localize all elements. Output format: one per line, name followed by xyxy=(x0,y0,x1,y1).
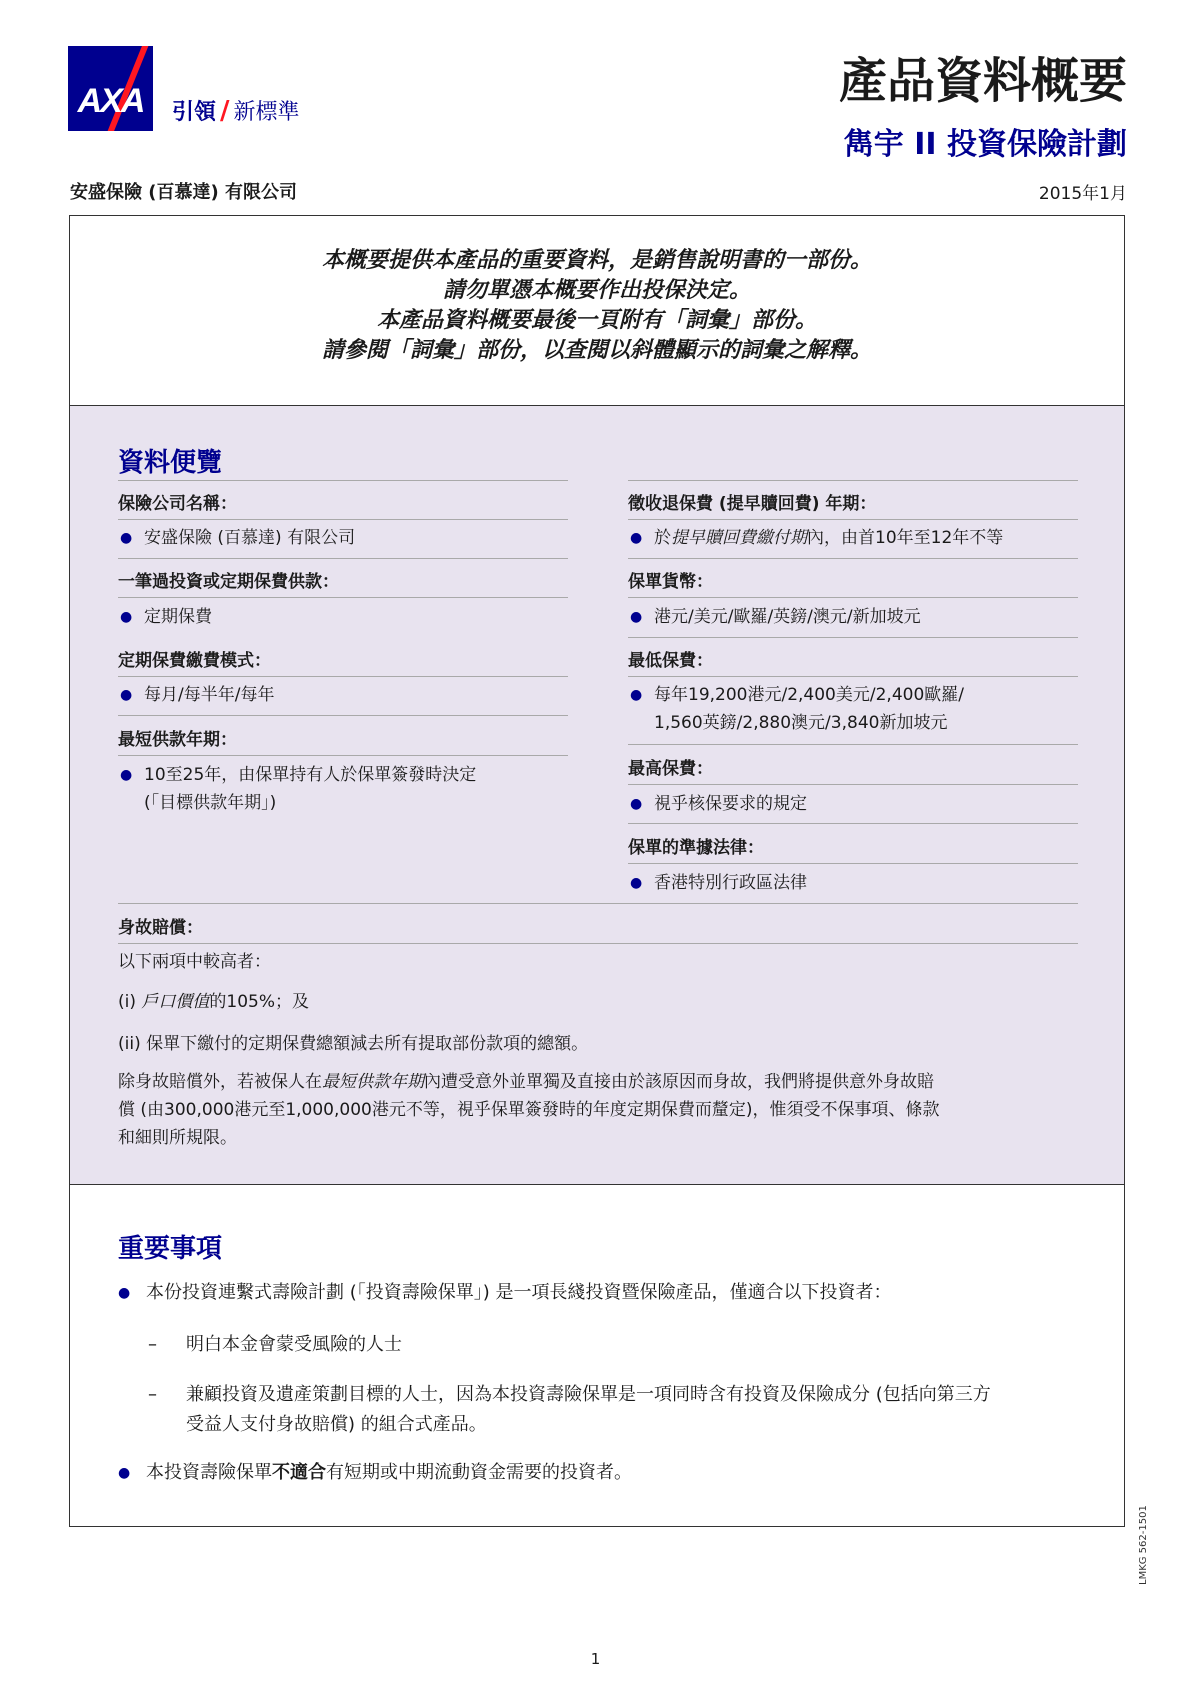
death-benefit-label: 身故賠償： xyxy=(118,918,203,938)
list-item: ● 定期保費 xyxy=(120,603,560,631)
important-title: 重要事項 xyxy=(118,1234,223,1264)
row-divider xyxy=(628,744,1078,745)
list-item: ● 安盛保險 (百慕達) 有限公司 xyxy=(120,524,560,552)
list-item: ● 於提早贖回費繳付期內，由首10年至12年不等 xyxy=(630,524,1080,552)
intro-line: 請參閱「詞彙」部份，以查閱以斜體顯示的詞彙之解釋。 xyxy=(321,338,872,363)
payment-mode-label: 定期保費繳費模式： xyxy=(118,651,271,671)
list-item: – 明白本金會蒙受風險的人士 xyxy=(148,1330,1098,1360)
axa-logo xyxy=(68,46,153,131)
row-divider xyxy=(118,903,1078,904)
bullet-icon: ● xyxy=(118,1285,131,1301)
tagline-part1: 引領 xyxy=(172,100,217,125)
intro-line: 本產品資料概要最後一頁附有「詞彙」部份。 xyxy=(376,308,817,333)
document-code: LMKG 562-1501 xyxy=(1138,1505,1149,1585)
list-item: ● 香港特別行政區法律 xyxy=(630,869,1080,897)
row-divider xyxy=(118,480,568,481)
insurer-label: 保險公司名稱： xyxy=(118,494,237,514)
page-title: 產品資料概要 xyxy=(838,53,1127,109)
product-name: 雋宇 II 投資保險計劃 xyxy=(843,127,1127,162)
company-name: 安盛保險 (百慕達) 有限公司 xyxy=(70,182,297,203)
list-item: ● 10至25年，由保單持有人於保單簽發時決定 (「目標供款年期」) xyxy=(120,761,560,817)
row-divider xyxy=(118,558,568,559)
row-divider xyxy=(628,784,1078,785)
list-item: – 兼顧投資及遺產策劃目標的人士，因為本投資壽險保單是一項同時含有投資及保險成分 (包括向第三方 受益人支付身故賠償) 的組合式產品。 xyxy=(148,1380,1098,1440)
row-divider xyxy=(118,519,568,520)
premium-type-label: 一筆過投資或定期保費供款： xyxy=(118,572,339,592)
bullet-icon: ● xyxy=(630,687,643,703)
row-divider xyxy=(118,755,568,756)
row-divider xyxy=(118,943,1078,944)
bullet-icon: ● xyxy=(630,875,643,891)
dash-marker: – xyxy=(148,1334,157,1355)
min-premium-label: 最低保費： xyxy=(628,651,713,671)
death-benefit-item: (i) 戶口價值的105%；及 xyxy=(118,992,310,1012)
tagline-part2: 新標準 xyxy=(233,100,300,125)
row-divider xyxy=(118,676,568,677)
bullet-icon: ● xyxy=(120,609,133,625)
row-divider xyxy=(628,558,1078,559)
currency-label: 保單貨幣： xyxy=(628,572,713,592)
tagline-slash-icon: / xyxy=(220,96,230,126)
list-item: ● 視乎核保要求的規定 xyxy=(630,790,1080,818)
bullet-icon: ● xyxy=(120,687,133,703)
list-item: ● 每年19,200港元/2,400美元/2,400歐羅/ 1,560英鎊/2,880澳元/3,840新加坡元 xyxy=(630,681,1080,737)
row-divider xyxy=(118,715,568,716)
intro-line: 本概要提供本產品的重要資料，是銷售說明書的一部份。 xyxy=(321,248,872,273)
bullet-icon: ● xyxy=(630,796,643,812)
row-divider xyxy=(628,863,1078,864)
row-divider xyxy=(628,637,1078,638)
list-item: ● 每月/每半年/每年 xyxy=(120,681,560,709)
row-divider xyxy=(628,519,1078,520)
min-term-label: 最短供款年期： xyxy=(118,730,237,750)
bullet-icon: ● xyxy=(630,530,643,546)
tagline xyxy=(172,95,300,126)
row-divider xyxy=(628,597,1078,598)
intro-notice xyxy=(70,246,1124,366)
bullet-icon: ● xyxy=(118,1465,131,1481)
max-premium-label: 最高保費： xyxy=(628,759,713,779)
row-divider xyxy=(628,480,1078,481)
row-divider xyxy=(628,676,1078,677)
list-item: ● 本份投資連繫式壽險計劃 (「投資壽險保單」) 是一項長綫投資暨保險產品，僅適合以下投資者： xyxy=(118,1278,1098,1308)
quick-facts-title: 資料便覽 xyxy=(118,448,223,478)
list-item: ● 本投資壽險保單不適合有短期或中期流動資金需要的投資者。 xyxy=(118,1458,1098,1488)
divider xyxy=(70,1184,1124,1185)
logo-text: AXA xyxy=(77,82,144,120)
death-benefit-intro: 以下兩項中較高者： xyxy=(118,952,271,972)
surrender-charge-label: 徵收退保費 (提早贖回費) 年期： xyxy=(628,494,877,514)
bullet-icon: ● xyxy=(630,609,643,625)
list-item: ● 港元/美元/歐羅/英鎊/澳元/新加坡元 xyxy=(630,603,1080,631)
intro-line: 請勿單憑本概要作出投保決定。 xyxy=(442,278,751,303)
bullet-icon: ● xyxy=(120,767,133,783)
accidental-death-paragraph: 除身故賠償外，若被保人在最短供款年期內遭受意外並單獨及直接由於該原因而身故，我們將提供意外身故賠 償 (由300,000港元至1,000,000港元不等，視乎保單簽發時的年度定期保費而釐定)，惟須受不保事項、條款 和細則所規限。 xyxy=(118,1072,940,1148)
governing-law-label: 保單的準據法律： xyxy=(628,838,764,858)
page-number: 1 xyxy=(590,1650,601,1668)
row-divider xyxy=(118,597,568,598)
dash-marker: – xyxy=(148,1384,157,1405)
row-divider xyxy=(628,823,1078,824)
death-benefit-item: (ii) 保單下繳付的定期保費總額減去所有提取部份款項的總額。 xyxy=(118,1034,589,1054)
bullet-icon: ● xyxy=(120,530,133,546)
issue-date: 2015年1月 xyxy=(1038,184,1127,204)
